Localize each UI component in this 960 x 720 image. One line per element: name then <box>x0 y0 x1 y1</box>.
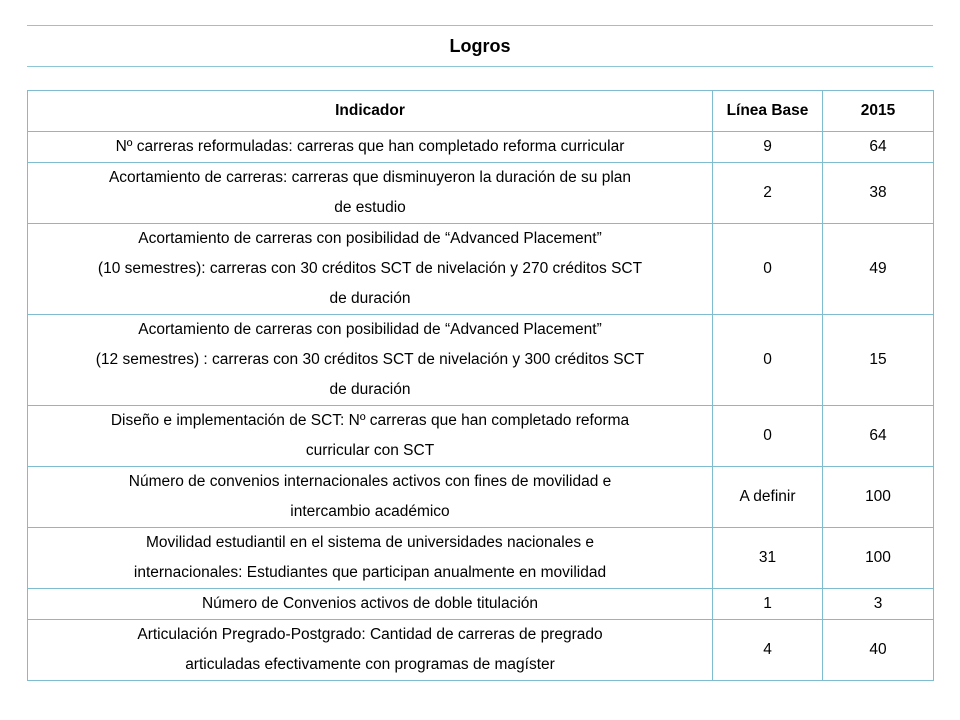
indicador-cell <box>28 528 713 589</box>
page-title-text: Logros <box>449 35 511 56</box>
indicador-cell <box>28 132 713 163</box>
indicador-line: Movilidad estudiantil en el sistema de universidades nacionales e <box>145 534 595 551</box>
table-row <box>28 528 934 589</box>
indicador-line: Número de convenios internacionales activos con fines de movilidad e <box>128 473 612 490</box>
header-row <box>28 91 934 132</box>
page-title <box>27 25 933 67</box>
indicador-line: Acortamiento de carreras con posibilidad de “Advanced Placement” <box>138 230 602 247</box>
indicador-line: (12 semestres) : carreras con 30 créditos SCT de nivelación y 300 créditos SCT <box>95 351 645 368</box>
indicador-line: Acortamiento de carreras con posibilidad de “Advanced Placement” <box>138 321 602 338</box>
indicador-line: Nº carreras reformuladas: carreras que han completado reforma curricular <box>115 138 625 155</box>
indicador-cell <box>28 589 713 620</box>
linea-base-cell: 4 <box>713 620 823 681</box>
indicador-cell <box>28 163 713 224</box>
value-2015-cell: 38 <box>823 163 934 224</box>
indicador-line: intercambio académico <box>290 503 450 520</box>
indicador-cell <box>28 467 713 528</box>
indicador-line: de duración <box>329 381 411 398</box>
header-linea-base: Línea Base <box>713 91 823 132</box>
indicador-line: Número de Convenios activos de doble titulación <box>201 595 539 612</box>
indicador-cell <box>28 315 713 406</box>
header-indicador: Indicador <box>28 91 713 132</box>
linea-base-cell: 31 <box>713 528 823 589</box>
indicador-cell <box>28 406 713 467</box>
value-2015-cell: 15 <box>823 315 934 406</box>
table-row <box>28 315 934 406</box>
value-2015-cell: 64 <box>823 132 934 163</box>
value-2015-cell: 3 <box>823 589 934 620</box>
indicador-line: Acortamiento de carreras: carreras que disminuyeron la duración de su plan <box>108 169 632 186</box>
table-row <box>28 406 934 467</box>
logros-table <box>27 90 934 681</box>
indicador-line: (10 semestres): carreras con 30 créditos SCT de nivelación y 270 créditos SCT <box>97 260 643 277</box>
table-row <box>28 163 934 224</box>
value-2015-cell: 100 <box>823 467 934 528</box>
linea-base-cell: 0 <box>713 315 823 406</box>
indicador-line: curricular con SCT <box>305 442 435 459</box>
indicador-cell <box>28 224 713 315</box>
value-2015-cell: 40 <box>823 620 934 681</box>
value-2015-cell: 64 <box>823 406 934 467</box>
table-row <box>28 589 934 620</box>
indicador-line: internacionales: Estudiantes que participan anualmente en movilidad <box>133 564 607 581</box>
linea-base-cell: 9 <box>713 132 823 163</box>
linea-base-cell: 0 <box>713 224 823 315</box>
linea-base-cell: 2 <box>713 163 823 224</box>
linea-base-cell: 0 <box>713 406 823 467</box>
indicador-line: de estudio <box>334 199 406 216</box>
indicador-line: de duración <box>329 290 411 307</box>
value-2015-cell: 49 <box>823 224 934 315</box>
header-2015: 2015 <box>823 91 934 132</box>
linea-base-cell: 1 <box>713 589 823 620</box>
linea-base-cell: A definir <box>713 467 823 528</box>
table-row <box>28 132 934 163</box>
indicador-line: articuladas efectivamente con programas de magíster <box>185 656 555 673</box>
table-row <box>28 224 934 315</box>
indicador-cell <box>28 620 713 681</box>
table-row <box>28 620 934 681</box>
indicador-line: Articulación Pregrado-Postgrado: Cantidad de carreras de pregrado <box>137 626 603 643</box>
table-row <box>28 467 934 528</box>
value-2015-cell: 100 <box>823 528 934 589</box>
indicador-line: Diseño e implementación de SCT: Nº carreras que han completado reforma <box>110 412 630 429</box>
